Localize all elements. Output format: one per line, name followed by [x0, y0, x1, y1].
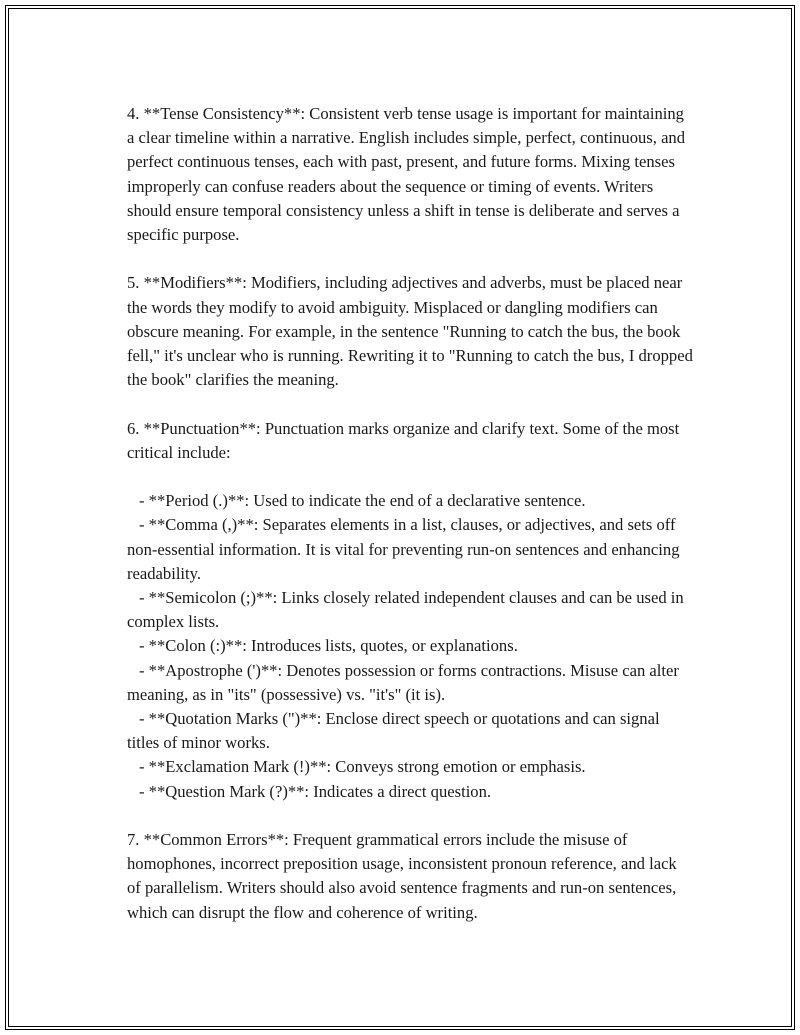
document-body [127, 102, 693, 949]
list-item-period: - **Period (.)**: Used to indicate the end of a declarative sentence. [139, 491, 586, 511]
paragraph-punctuation: 6. **Punctuation**: Punctuation marks organize and clarify text. Some of the most critical include: [127, 418, 680, 462]
list-item-apostrophe: - **Apostrophe (')**: Denotes possession or forms contractions. Misuse can alter meaning, as in "its" (possessive) vs. "it's" (it is). [127, 660, 679, 704]
list-item-question-mark: - **Question Mark (?)**: Indicates a direct question. [139, 781, 492, 801]
paragraph-common-errors: 7. **Common Errors**: Frequent grammatical errors include the misuse of homophones, incorrect preposition usage, inconsistent pronoun reference, and lack of parallelism. Writers should also avoid sentence fragments and run-on sentences, which can disrupt the flow and coherence of writing. [127, 830, 677, 922]
page-frame [5, 5, 795, 1030]
list-item-comma: - **Comma (,)**: Separates elements in a list, clauses, or adjectives, and sets off non-essential information. It is vital for preventing run-on sentences and enhancing readability. [127, 515, 680, 583]
paragraph-modifiers: 5. **Modifiers**: Modifiers, including adjectives and adverbs, must be placed near the words they modify to avoid ambiguity. Misplaced or dangling modifiers can obscure meaning. For example, in the sentence "Running to catch the bus, the book fell," it's unclear who is running. Rewriting it to "Running to catch the bus, I dropped the book" clarifies the meaning. [127, 273, 693, 390]
paragraph-tense-consistency: 4. **Tense Consistency**: Consistent verb tense usage is important for maintaining a clear timeline within a narrative. English includes simple, perfect, continuous, and perfect continuous tenses, each with past, present, and future forms. Mixing tenses improperly can confuse readers about the sequence or timing of events. Writers should ensure temporal consistency unless a shift in tense is deliberate and serves a specific purpose. [127, 104, 686, 245]
punctuation-list [127, 489, 693, 804]
list-item-quotation-marks: - **Quotation Marks (")**: Enclose direct speech or quotations and can signal titles of minor works. [127, 709, 660, 753]
list-item-colon: - **Colon (:)**: Introduces lists, quotes, or explanations. [139, 636, 518, 656]
list-item-semicolon: - **Semicolon (;)**: Links closely related independent clauses and can be used in complex lists. [127, 588, 684, 632]
list-item-exclamation-mark: - **Exclamation Mark (!)**: Conveys strong emotion or emphasis. [139, 757, 586, 777]
